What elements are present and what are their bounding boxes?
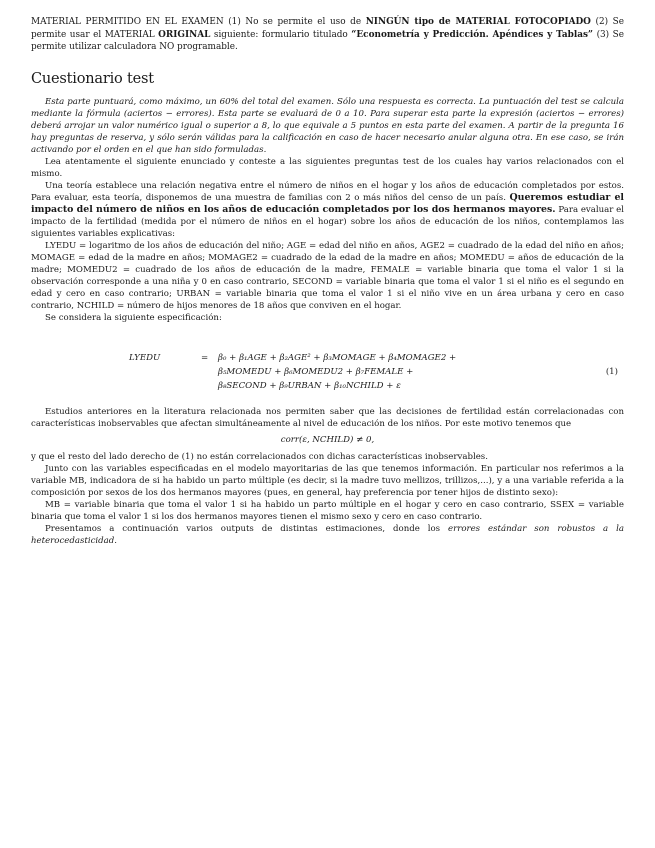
section-title: Cuestionario test: [31, 70, 154, 87]
equation-1: [31, 352, 624, 398]
extra-variables-paragraph: Junto con las variables especificadas en el modelo mayoritarias de las que tenemos información. En particular nos referimos a la variable MB, indicadora de si ha habido un parto múltiple (es decir, si la madre tuvo mellizos, trillizos,...), y a una variable referida a la composición por sexos de los dos hermanos mayores (pues, en general, hay preferencia por tener hijos de distinto sexo):: [31, 463, 624, 498]
mb-ssex-definitions: MB = variable binaria que toma el valor 1 si ha habido un parto múltiple en el hogar y cero en caso contrario, SSEX = variable binaria que toma el valor 1 si los dos hermanos mayores tienen el mismo sexo y cero en caso contrario.: [31, 499, 624, 522]
theory-text: Para evaluar el impacto de la fertilidad (medida por el número de niños en el hogar) sobre los años de educación de los niños, contemplamos las siguientes variables explicativas:: [31, 204, 624, 239]
outputs-text: Presentamos a continuación varios outputs de distintas estimaciones, donde los: [45, 523, 449, 534]
research-question: Queremos estudiar el impacto del número de niños en los años de educación completados por los dos hermanos mayores.: [31, 191, 624, 215]
materials-text: (3) Se permite utilizar calculadora NO programable.: [31, 29, 625, 53]
materials-notice: [31, 16, 624, 54]
materials-text: siguiente: formulario titulado: [210, 29, 352, 40]
equation-lhs: LYEDU: [129, 352, 161, 363]
variables-paragraph: LYEDU = logaritmo de los años de educación del niño; AGE = edad del niño en años, AGE2 = cuadrado de la edad del niño en años; MOMAGE = edad de la madre en años; MOMAGE2 = cuadrado de la edad de la madre en años; MOMEDU = años de educación de la madre; MOMEDU2 = cuadrado de los años de educación de la madre, FEMALE = variable binaria que toma el valor 1 si la observación corresponde a una niña y 0 en caso contrario, SECOND = variable binaria que toma el valor 1 si el niño es el segundo en edad y cero en caso contrario; URBAN = variable binaria que toma el valor 1 si el niño vive en un área urbana y cero en caso contrario, NCHILD = número de hijos menores de 18 años que conviven en el hogar.: [31, 240, 624, 311]
equation-number: (1): [605, 366, 618, 377]
materials-bold-original: ORIGINAL: [158, 29, 211, 40]
outputs-intro: [31, 523, 624, 547]
theory-paragraph: [31, 180, 624, 240]
materials-text: (2) Se permite usar el MATERIAL: [31, 17, 624, 40]
materials-text: MATERIAL PERMITIDO EN EL EXAMEN (1) No se permite el uso de: [31, 17, 366, 27]
test-instructions: Esta parte puntuará, como máximo, un 60% del total del examen. Sólo una respuesta es correcta. La puntuación del test se calcula mediante la fórmula (aciertos − errores). Esta parte se evaluará de 0 a 10. Para superar esta parte la expresión (aciertos − errores) deberá arrojar un valor numérico igual o superior a 8, lo que equivale a 5 puntos en esta parte del examen. A partir de la pregunta 16 hay preguntas de reserva, y sólo serán válidas para la calificación en caso de hacer necesario anular alguna otra. En ese caso, se irán activando por el orden en el que han sido formuladas.: [31, 96, 624, 155]
correlation-display: [31, 435, 624, 445]
specification-intro: Se considera la siguiente especificación:: [45, 312, 222, 323]
robust-se-note: errores estándar son robustos a la heterocedasticidad: [31, 523, 624, 546]
materials-bold-formulario: “Econometría y Predicción. Apéndices y Tablas”: [351, 29, 594, 40]
theory-text: Una teoría establece una relación negativa entre el número de niños en el hogar y los años de educación completados por estos. Para evaluar, esta teoría, disponemos de una muestra de familias con 2 o más niños del censo de un país.: [31, 180, 624, 203]
equation-line-1: β₀ + β₁AGE + β₂AGE² + β₃MOMAGE + β₄MOMAGE2 +: [218, 352, 457, 363]
equation-line-3: β₈SECOND + β₉URBAN + β₁₀NCHILD + ε: [218, 380, 401, 391]
correlation-formula: corr(ε, NCHILD) ≠ 0,: [280, 434, 375, 445]
read-statement-paragraph: Lea atentamente el siguiente enunciado y conteste a las siguientes preguntas test de los cuales hay varios relacionados con el mismo.: [31, 156, 624, 179]
outputs-text: .: [114, 535, 117, 546]
exam-page: [31, 16, 624, 547]
previous-studies-paragraph: Estudios anteriores en la literatura relacionada nos permiten saber que las decisiones de fertilidad están correlacionadas con características inobservables que afectan simultáneamente al nivel de educación de los niños. Por este motivo tenemos que: [31, 406, 624, 429]
equation-line-2: β₅MOMEDU + β₆MOMEDU2 + β₇FEMALE +: [218, 366, 414, 377]
equation-equals: =: [201, 352, 209, 363]
rest-uncorrelated-paragraph: y que el resto del lado derecho de (1) no están correlacionados con dichas características inobservables.: [31, 451, 488, 462]
materials-bold-no-photocopy: NINGÚN tipo de MATERIAL FOTOCOPIADO: [365, 17, 591, 27]
